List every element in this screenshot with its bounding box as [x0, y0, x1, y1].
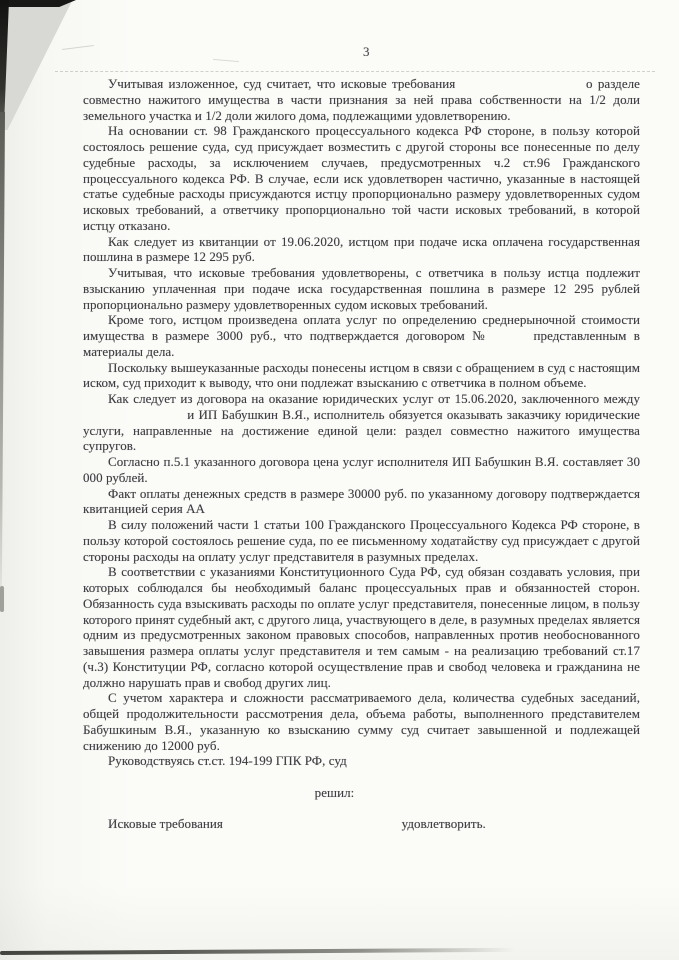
smudge-mark	[213, 59, 239, 62]
paragraph-text: На основании ст. 98 Гражданского процессуального кодекса РФ стороне, в пользу которой состоялось решение суда, суд присуждает возместить с другой стороны все понесенные по делу судебные расходы, за исключением случаев, предусмотренных ч.2 ст.96 Гражданского процессуального кодекса РФ. В случае, если иск удовлетворен частично, указанные в настоящей статье судебные расходы присуждаются истцу пропорционально размеру удовлетворенных судом исковых требований, а ответчику пропорционально той части исковых требований, в которой истцу отказано.	[83, 123, 640, 233]
redacted-receipt-number-gap	[208, 512, 248, 513]
paragraph-text: В соответствии с указаниями Конституционного Суда РФ, суд обязан создавать условия, при которых соблюдался бы необходимый баланс процессуальных прав и обязанностей сторон. Обязанность суда взыскивать расходы по оплате услуг представителя, понесенные лицом, в пользу которого принят судебный акт, с другого лица, участвующего в деле, в разумных пределах является одним из предусмотренных законом правовых способов, направленных против необоснованного завышения размера оплаты услуг представителя и тем самым - на реализацию требований ст.17 (ч.3) Конституции РФ, согласно которой осуществление прав и свобод человека и гражданина не должно нарушать прав и свобод других лиц.	[83, 564, 640, 690]
paragraph-text: Как следует из договора на оказание юридических услуг от 15.06.2020, заключенного между	[108, 391, 640, 406]
paragraph-fee-recovery	[83, 265, 640, 312]
paragraph-text: представленным в материалы дела.	[83, 328, 640, 359]
paragraph-contract-price	[83, 454, 640, 486]
paragraph-text: Учитывая изложенное, суд считает, что исковые требования	[108, 76, 456, 91]
redacted-client-name-gap	[83, 418, 183, 419]
document-body	[83, 76, 640, 832]
page-number: 3	[363, 44, 370, 59]
paragraph-full-recovery	[83, 360, 640, 392]
paragraph-payment-fact	[83, 486, 640, 518]
resolution-label: решил:	[314, 785, 355, 800]
paragraph-amount-reduction	[83, 690, 640, 753]
redacted-plaintiff-name-gap	[226, 827, 398, 828]
scan-edge-left-fade	[0, 112, 5, 612]
paragraph-text: Факт оплаты денежных средств в размере 30000 руб. по указанному договору подтверждается квитанцией серия АА	[83, 485, 640, 517]
paragraph-text: Как следует из квитанции от 19.06.2020, истцом при подаче иска оплачена государственная пошлина в размере 12 295 руб.	[83, 233, 640, 265]
scan-edge-left-blob	[0, 586, 4, 612]
smudge-mark	[62, 45, 94, 50]
paragraph-text: о разделе совместно нажитого имущества в части признания за ней права собственности на 1/2 доли земельного участка и 1/2 доли жилого дома, подлежащими удовлетворению.	[83, 76, 640, 123]
paragraph-text: Согласно п.5.1 указанного договора цена услуг исполнителя ИП Бабушкин В.Я. составляет 30 000 рублей.	[83, 454, 640, 485]
redacted-contract-number-gap	[496, 339, 526, 340]
paragraph-text: Учитывая, что исковые требования удовлетворены, с ответчика в пользу истца подлежит взысканию уплаченная при подаче иска государственная пошлина в размере 12 295 рублей пропорционально размеру удовлетворенных судом исковых требований.	[83, 265, 640, 312]
showthrough-dashed-line	[55, 71, 655, 72]
paragraph-article-98	[83, 123, 640, 233]
paragraph-article-100	[83, 517, 640, 564]
resolution-text: Исковые требования	[108, 815, 223, 831]
paragraph-text: и ИП Бабушкин В.Я., исполнитель обязуется оказывать заказчику юридические услуги, направленные на достижение единой цели: раздел совместно нажитого имущества супругов.	[83, 406, 640, 454]
paragraph-text: С учетом характера и сложности рассматриваемого дела, количества судебных заседаний, общей продолжительности рассмотрения дела, объема работы, выполненного представителем Бабушкиным В.Я., указанную ко взысканию сумму суд считает завышенной и подлежащей снижению до 12000 руб.	[83, 690, 640, 753]
paragraph-text: В силу положений части 1 статьи 100 Гражданского Процессуального Кодекса РФ стороне, в пользу которой состоялось решение суда, по ее письменному ходатайству суд присуждает с другой стороны расходы на оплату услуг представителя в разумных пределах.	[83, 517, 640, 564]
paragraph-valuation-services	[83, 312, 640, 359]
scan-bottom-edge-line	[0, 948, 515, 955]
redacted-plaintiff-name-gap	[461, 87, 581, 88]
paragraph-considering-claims	[83, 76, 640, 123]
paragraph-receipt-fee	[83, 234, 640, 266]
paragraph-text: Кроме того, истцом произведена оплата услуг по определению среднерыночной стоимости имущества в размере 3000 руб., что подтверждается договором №	[83, 312, 640, 343]
paragraph-constitutional-court	[83, 564, 640, 690]
paragraph-text: Поскольку вышеуказанные расходы понесены истцом в связи с обращением в суд с настоящим иском, суд приходит к выводу, что они подлежат взысканию с ответчика в полном объеме.	[83, 359, 640, 391]
resolution-line	[83, 816, 640, 832]
paragraph-guided-by	[83, 753, 640, 769]
scan-corner-shadow	[0, 0, 74, 130]
paragraph-legal-services-contract	[83, 391, 640, 454]
resolution-text: удовлетворить.	[401, 815, 486, 831]
paragraph-text: Руководствуясь ст.ст. 194-199 ГПК РФ, суд	[108, 753, 347, 769]
